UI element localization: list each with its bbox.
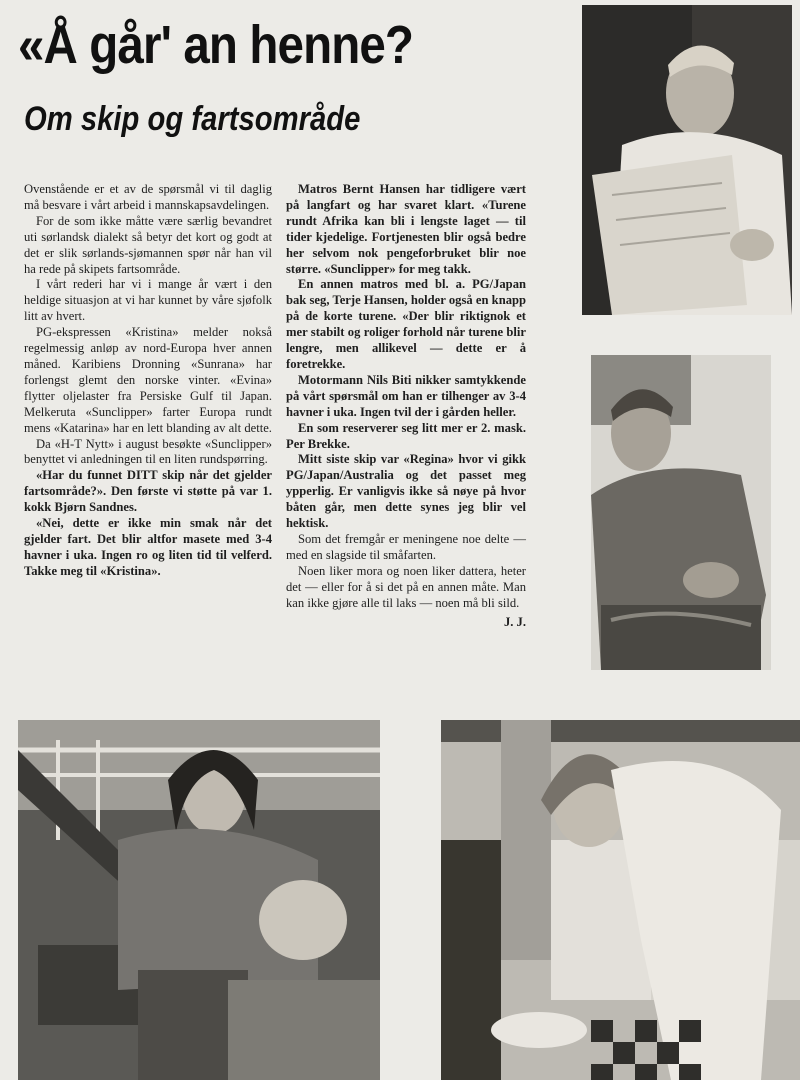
paragraph: I vårt rederi har vi i mange år vært i den heldige situasjon at vi har kunnet by våre sjøfolk litt av hvert. xyxy=(24,277,272,324)
paragraph-bold: «Nei, dette er ikke min smak når det gjelder fart. Det blir altfor masete med 3-4 havner i uka. Ingen ro og liten tid til velferd. Takke meg til «Kristina». xyxy=(24,516,272,578)
paragraph-bold: Matros Bernt Hansen har tidligere vært på langfart og har svaret klart. «Turene rundt Afrika kan bli i lengste laget — til tider kjedelige. Fortjenesten blir også bedre her selvom nok pengeforbruket blir noe større. «Sunclipper» for meg takk. xyxy=(286,182,526,276)
photo-man-on-deck xyxy=(18,720,380,1080)
paragraph: Noen liker mora og noen liker dattera, heter det — eller for å si det på en annen måte. Man kan ikke gjøre alle til laks — noen må bli sild. xyxy=(286,563,526,610)
paragraph: For de som ikke måtte være særlig bevandret uti sørlandsk dialekt så betyr det kort og godt at det er slik sørlands-sjømannen spør når han vil ha rede på skipets fartsområde. xyxy=(24,213,272,276)
paragraph: Da «H-T Nytt» i august besøkte «Sunclipper» benyttet vi anledningen til en liten rundspørring. xyxy=(24,436,272,467)
article-header xyxy=(18,10,574,178)
paragraph: PG-ekspressen «Kristina» melder nokså regelmessig anløp av nord-Europa hver annen måned. Karibiens Dronning «Sunrana» har forlengst glemt den norske vinter. «Evina» flytter oljelaster fra Persiske Gulf til Japan. Melkeruta «Sunclipper» farter Europa rundt mens «Katarina» har en lett blanding av alt dette. xyxy=(24,325,272,435)
author-signature: J. J. xyxy=(503,615,526,630)
article-column-left xyxy=(24,182,272,580)
paragraph-bold: Mitt siste skip var «Regina» hvor vi gikk PG/Japan/Australia og det passet meg ypperlig. Er vanligvis ikke så nøye på hvor båten går, men dette synes jeg blir vel hektisk. xyxy=(286,452,526,531)
paragraph: Som det fremgår er meningene noe delte — med en slagside til småfarten. xyxy=(286,531,526,562)
photo-man-in-sweater xyxy=(591,355,771,670)
paragraph-bold: Motormann Nils Biti nikker samtykkende på vårt spørsmål om han er tilhenger av 3-4 havner i uka. Ingen tvil der i gården heller. xyxy=(286,372,526,419)
photo-man-in-galley xyxy=(441,720,800,1080)
headline: «Å går' an henne? xyxy=(18,15,414,75)
paragraph: Ovenstående er et av de spørsmål vi til daglig må besvare i vårt arbeid i mannskapsavdelingen. xyxy=(24,182,272,212)
paragraph-bold: En som reserverer seg litt mer er 2. mask. Per Brekke. xyxy=(286,420,526,451)
paragraph-bold: En annen matros med bl. a. PG/Japan bak seg, Terje Hansen, holder også en knapp på de korte turene. «Der blir riktignok et mer stabilt og roliger forhold når turene blir lengre, men allikevel — dette er å foretrekke. xyxy=(286,277,526,371)
photo-sailor-with-paper xyxy=(582,5,792,315)
article-column-middle xyxy=(286,182,526,631)
subheadline: Om skip og fartsområde xyxy=(24,100,361,138)
paragraph-bold: «Har du funnet DITT skip når det gjelder fartsområde?». Den første vi støtte på var 1. kokk Bjørn Sandnes. xyxy=(24,468,272,515)
